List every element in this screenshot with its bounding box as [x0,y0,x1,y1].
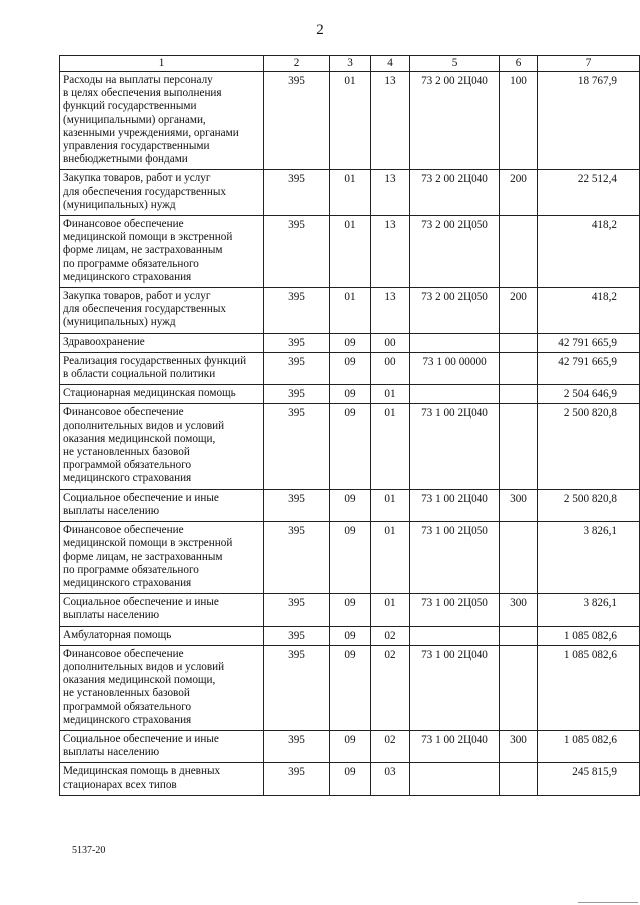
target-article-cell: 73 1 00 2Ц040 [410,489,500,521]
target-article-cell: 73 1 00 2Ц050 [410,522,500,594]
table-row [60,626,640,645]
table-row [60,730,640,762]
expense-name-cell: Финансовое обеспечение медицинской помощи в экстренной форме лицам, не застрахованным по программе обязательного медицинского страхования [60,522,264,594]
amount-cell: 245 815,9 [538,763,640,795]
section-code-cell: 01 [330,288,371,334]
expense-type-cell [500,626,538,645]
document-code: 5137-20 [72,845,106,856]
expense-name-cell: Финансовое обеспечение дополнительных видов и условий оказания медицинской помощи, не установленных базовой программой обязательного медицинского страхования [60,645,264,730]
expense-type-cell [500,352,538,384]
expense-type-cell: 100 [500,72,538,170]
expense-name-cell: Здравоохранение [60,333,264,352]
expense-type-cell: 300 [500,594,538,626]
target-article-cell: 73 2 00 2Ц040 [410,170,500,216]
amount-cell: 2 504 646,9 [538,385,640,404]
subsection-code-cell: 00 [371,352,410,384]
table-row [60,522,640,594]
expense-type-cell: 200 [500,170,538,216]
column-header: 3 [330,56,371,72]
expense-type-cell [500,645,538,730]
target-article-cell: 73 2 00 2Ц040 [410,72,500,170]
target-article-cell: 73 2 00 2Ц050 [410,216,500,288]
target-article-cell: 73 1 00 2Ц050 [410,594,500,626]
amount-cell: 2 500 820,8 [538,489,640,521]
column-header: 7 [538,56,640,72]
expense-type-cell [500,522,538,594]
expense-type-cell: 300 [500,730,538,762]
target-article-cell: 73 2 00 2Ц050 [410,288,500,334]
expense-name-cell: Расходы на выплаты персоналу в целях обеспечения выполнения функций государственными (муниципальными) органами, казенными учреждениями, органами управления государственными внебюджетными фондами [60,72,264,170]
target-article-cell: 73 1 00 2Ц040 [410,730,500,762]
amount-cell: 42 791 665,9 [538,352,640,384]
table-row [60,594,640,626]
expense-name-cell: Социальное обеспечение и иные выплаты населению [60,594,264,626]
section-code-cell: 01 [330,72,371,170]
grbs-code-cell: 395 [264,489,330,521]
subsection-code-cell: 13 [371,216,410,288]
section-code-cell: 09 [330,385,371,404]
amount-cell: 418,2 [538,288,640,334]
column-header: 4 [371,56,410,72]
subsection-code-cell: 02 [371,626,410,645]
section-code-cell: 09 [330,489,371,521]
grbs-code-cell: 395 [264,333,330,352]
expense-name-cell: Медицинская помощь в дневных стационарах всех типов [60,763,264,795]
amount-cell: 22 512,4 [538,170,640,216]
budget-table [59,55,640,796]
subsection-code-cell: 13 [371,72,410,170]
column-number-row [60,56,640,72]
grbs-code-cell: 395 [264,645,330,730]
section-code-cell: 09 [330,763,371,795]
grbs-code-cell: 395 [264,385,330,404]
table-row [60,352,640,384]
expense-type-cell [500,216,538,288]
table-row [60,404,640,489]
subsection-code-cell: 01 [371,522,410,594]
section-code-cell: 01 [330,170,371,216]
page-number: 2 [316,22,324,38]
grbs-code-cell: 395 [264,170,330,216]
section-code-cell: 09 [330,594,371,626]
amount-cell: 1 085 082,6 [538,645,640,730]
target-article-cell: 73 1 00 2Ц040 [410,645,500,730]
expense-name-cell: Амбулаторная помощь [60,626,264,645]
expense-name-cell: Реализация государственных функций в области социальной политики [60,352,264,384]
section-code-cell: 09 [330,333,371,352]
table-row [60,385,640,404]
amount-cell: 1 085 082,6 [538,626,640,645]
expense-type-cell [500,404,538,489]
column-header: 2 [264,56,330,72]
expense-name-cell: Финансовое обеспечение медицинской помощи в экстренной форме лицам, не застрахованным по программе обязательного медицинского страхования [60,216,264,288]
expense-type-cell [500,333,538,352]
subsection-code-cell: 01 [371,489,410,521]
column-header: 6 [500,56,538,72]
table-row [60,72,640,170]
corner-mark [578,902,638,903]
section-code-cell: 09 [330,352,371,384]
expense-type-cell [500,385,538,404]
subsection-code-cell: 02 [371,730,410,762]
amount-cell: 3 826,1 [538,522,640,594]
expense-name-cell: Закупка товаров, работ и услуг для обеспечения государственных (муниципальных) нужд [60,170,264,216]
amount-cell: 418,2 [538,216,640,288]
section-code-cell: 09 [330,730,371,762]
grbs-code-cell: 395 [264,72,330,170]
table-row [60,170,640,216]
subsection-code-cell: 02 [371,645,410,730]
section-code-cell: 09 [330,522,371,594]
amount-cell: 18 767,9 [538,72,640,170]
target-article-cell: 73 1 00 00000 [410,352,500,384]
amount-cell: 42 791 665,9 [538,333,640,352]
expense-name-cell: Закупка товаров, работ и услуг для обеспечения государственных (муниципальных) нужд [60,288,264,334]
expense-type-cell [500,763,538,795]
grbs-code-cell: 395 [264,404,330,489]
expense-name-cell: Стационарная медицинская помощь [60,385,264,404]
grbs-code-cell: 395 [264,730,330,762]
table-row [60,288,640,334]
grbs-code-cell: 395 [264,522,330,594]
subsection-code-cell: 00 [371,333,410,352]
expense-type-cell: 300 [500,489,538,521]
table-row [60,763,640,795]
amount-cell: 2 500 820,8 [538,404,640,489]
grbs-code-cell: 395 [264,763,330,795]
target-article-cell [410,333,500,352]
amount-cell: 3 826,1 [538,594,640,626]
table-row [60,216,640,288]
grbs-code-cell: 395 [264,216,330,288]
section-code-cell: 09 [330,645,371,730]
subsection-code-cell: 13 [371,170,410,216]
expense-name-cell: Социальное обеспечение и иные выплаты населению [60,730,264,762]
amount-cell: 1 085 082,6 [538,730,640,762]
subsection-code-cell: 01 [371,385,410,404]
grbs-code-cell: 395 [264,594,330,626]
column-header: 5 [410,56,500,72]
section-code-cell: 09 [330,626,371,645]
section-code-cell: 01 [330,216,371,288]
grbs-code-cell: 395 [264,288,330,334]
expense-name-cell: Финансовое обеспечение дополнительных видов и условий оказания медицинской помощи, не установленных базовой программой обязательного медицинского страхования [60,404,264,489]
target-article-cell [410,385,500,404]
section-code-cell: 09 [330,404,371,489]
target-article-cell [410,626,500,645]
expense-type-cell: 200 [500,288,538,334]
subsection-code-cell: 01 [371,404,410,489]
column-header: 1 [60,56,264,72]
table-row [60,489,640,521]
table-row [60,645,640,730]
target-article-cell [410,763,500,795]
subsection-code-cell: 03 [371,763,410,795]
target-article-cell: 73 1 00 2Ц040 [410,404,500,489]
grbs-code-cell: 395 [264,626,330,645]
expense-name-cell: Социальное обеспечение и иные выплаты населению [60,489,264,521]
subsection-code-cell: 13 [371,288,410,334]
table-row [60,333,640,352]
grbs-code-cell: 395 [264,352,330,384]
subsection-code-cell: 01 [371,594,410,626]
